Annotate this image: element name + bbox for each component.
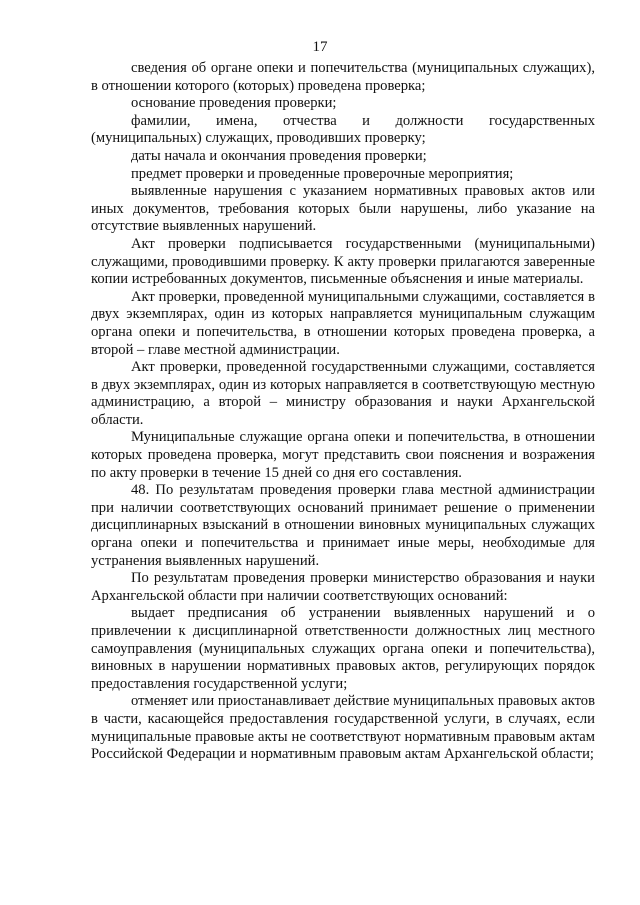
page-number: 17 [312, 39, 328, 55]
paragraph: сведения об органе опеки и попечительства (муниципальных служащих), в отношении которого (которых) проведена проверка; [91, 60, 595, 94]
paragraph: Акт проверки, проведенной государственными служащими, составляется в двух экземплярах, один из которых направляется в соответствующую местную администрацию, а второй – министру образования и науки Архангельской области. [91, 359, 595, 428]
paragraph: Акт проверки, проведенной муниципальными служащими, составляется в двух экземплярах, один из которых направляется муниципальным служащим органа опеки и попечительства, в отношении которых проведена проверка, а второй – главе местной администрации. [91, 288, 595, 358]
paragraph: По результатам проведения проверки министерство образования и науки Архангельской области при наличии соответствующих оснований: [91, 570, 595, 604]
document-body [91, 60, 595, 764]
paragraph: выявленные нарушения с указанием нормативных правовых актов или иных документов, требования которых были нарушены, либо указание на отсутствие выявленных нарушений. [91, 183, 595, 235]
paragraph: Акт проверки подписывается государственными (муниципальными) служащими, проводившими проверку. К акту проверки прилагаются заверенные копии истребованных документов, письменные объяснения и иные материалы. [91, 235, 595, 288]
paragraph: отменяет или приостанавливает действие муниципальных правовых актов в части, касающейся предоставления государственной услуги, в случаях, если муниципальные правовые акты не соответствуют нормативным правовым актам Российской Федерации и нормативным правовым актам Архангельской области; [91, 693, 595, 763]
paragraph: выдает предписания об устранении выявленных нарушений и о привлечении к дисциплинарной ответственности должностных лиц местного самоуправления (муниципальных служащих органа опеки и попечительства), виновных в нарушении нормативных правовых актов, регулирующих порядок предоставления государственной услуги; [91, 605, 595, 692]
paragraph: 48. По результатам проведения проверки глава местной администрации при наличии соответствующих оснований принимает решение о применении дисциплинарных взысканий в отношении виновных муниципальных служащих органа опеки и попечительства и принимает иные меры, необходимые для устранения выявленных нарушений. [91, 482, 595, 569]
paragraph: фамилии, имена, отчества и должности государственных (муниципальных) служащих, проводивших проверку; [91, 112, 595, 147]
paragraph: Муниципальные служащие органа опеки и попечительства, в отношении которых проведена проверка, могут представить свои пояснения и возражения по акту проверки в течение 15 дней со дня его составления. [91, 429, 595, 481]
paragraph: предмет проверки и проведенные проверочные мероприятия; [131, 165, 514, 182]
paragraph: даты начала и окончания проведения проверки; [131, 147, 427, 164]
paragraph: основание проведения проверки; [131, 95, 337, 112]
